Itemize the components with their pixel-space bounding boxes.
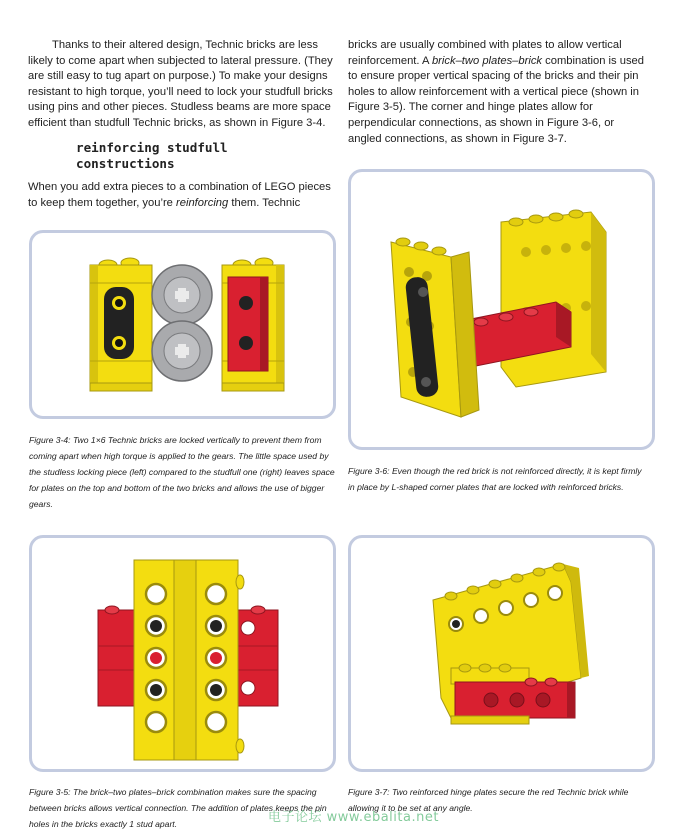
- combination-term: brick–two plates–brick: [431, 54, 543, 67]
- figure-3-4-frame: [29, 230, 336, 419]
- figure-3-5-caption: Figure 3-5: The brick–two plates–brick combination makes sure the spacing between bricks allows vertical connection. The addition of plates keeps the pin holes in the bricks exactly 1 stud apart.: [29, 787, 327, 829]
- section-heading: [76, 140, 228, 172]
- figure-3-6-illustration: [351, 172, 652, 447]
- heading-line-1: reinforcing studfull: [76, 140, 228, 155]
- continued-text-start: bricks are usually combined with plates to allow vertical reinforcement. A: [348, 39, 622, 67]
- figure-3-4-caption: Figure 3-4: Two 1×6 Technic bricks are locked vertically to prevent them from coming apart when high torque is applied to the gears. The little space used by the studless locking piece (left) compared to the studfull one (right) leaves space for plates on the top and bottom of the two bricks and allows the use of bigger gears.: [29, 435, 335, 509]
- reinforcing-term: reinforcing: [176, 196, 229, 209]
- figure-3-4-illustration: [32, 233, 333, 416]
- reinforcing-text-start: When you add extra pieces to a combination of LEGO pieces to keep them together, you’re: [28, 181, 331, 209]
- continued-paragraph: [348, 38, 648, 147]
- figure-3-6-frame: [348, 169, 655, 450]
- watermark: 电子论坛 www.ebalita.net: [268, 810, 439, 825]
- intro-paragraph: Thanks to their altered design, Technic bricks are less likely to come apart when subjected to lateral pressure. (They are still easy to tug apart on purpose.) To make your designs resistant to high torque, you’ll need to lock your studfull bricks using pins and other pieces. Studless beams are more space efficient than studfull Technic bricks, as shown in Figure 3-4.: [28, 39, 333, 129]
- figure-3-7-caption: Figure 3-7: Two reinforced hinge plates secure the red Technic brick while allowing it to be set at any angle.: [348, 787, 629, 813]
- figure-3-6-caption: Figure 3-6: Even though the red brick is not reinforced directly, it is kept firmly in place by L-shaped corner plates that are locked with reinforced bricks.: [348, 466, 642, 492]
- continued-text-end: combination is used to ensure proper vertical spacing of the bricks and their pin holes to allow reinforcement with a vertical piece (shown in Figure 3-5). The corner and hinge plates allow for perpendicular connections, as shown in Figure 3-6, or angled connections, as shown in Figure 3-7.: [348, 54, 645, 145]
- figure-3-7-frame: [348, 535, 655, 772]
- heading-line-2: constructions: [76, 156, 175, 171]
- figure-3-5-illustration: [32, 538, 333, 769]
- reinforcing-text-end: them. Technic: [228, 196, 301, 209]
- figure-3-5-frame: [29, 535, 336, 772]
- reinforcing-paragraph: [28, 180, 336, 211]
- figure-3-7-illustration: [351, 538, 652, 769]
